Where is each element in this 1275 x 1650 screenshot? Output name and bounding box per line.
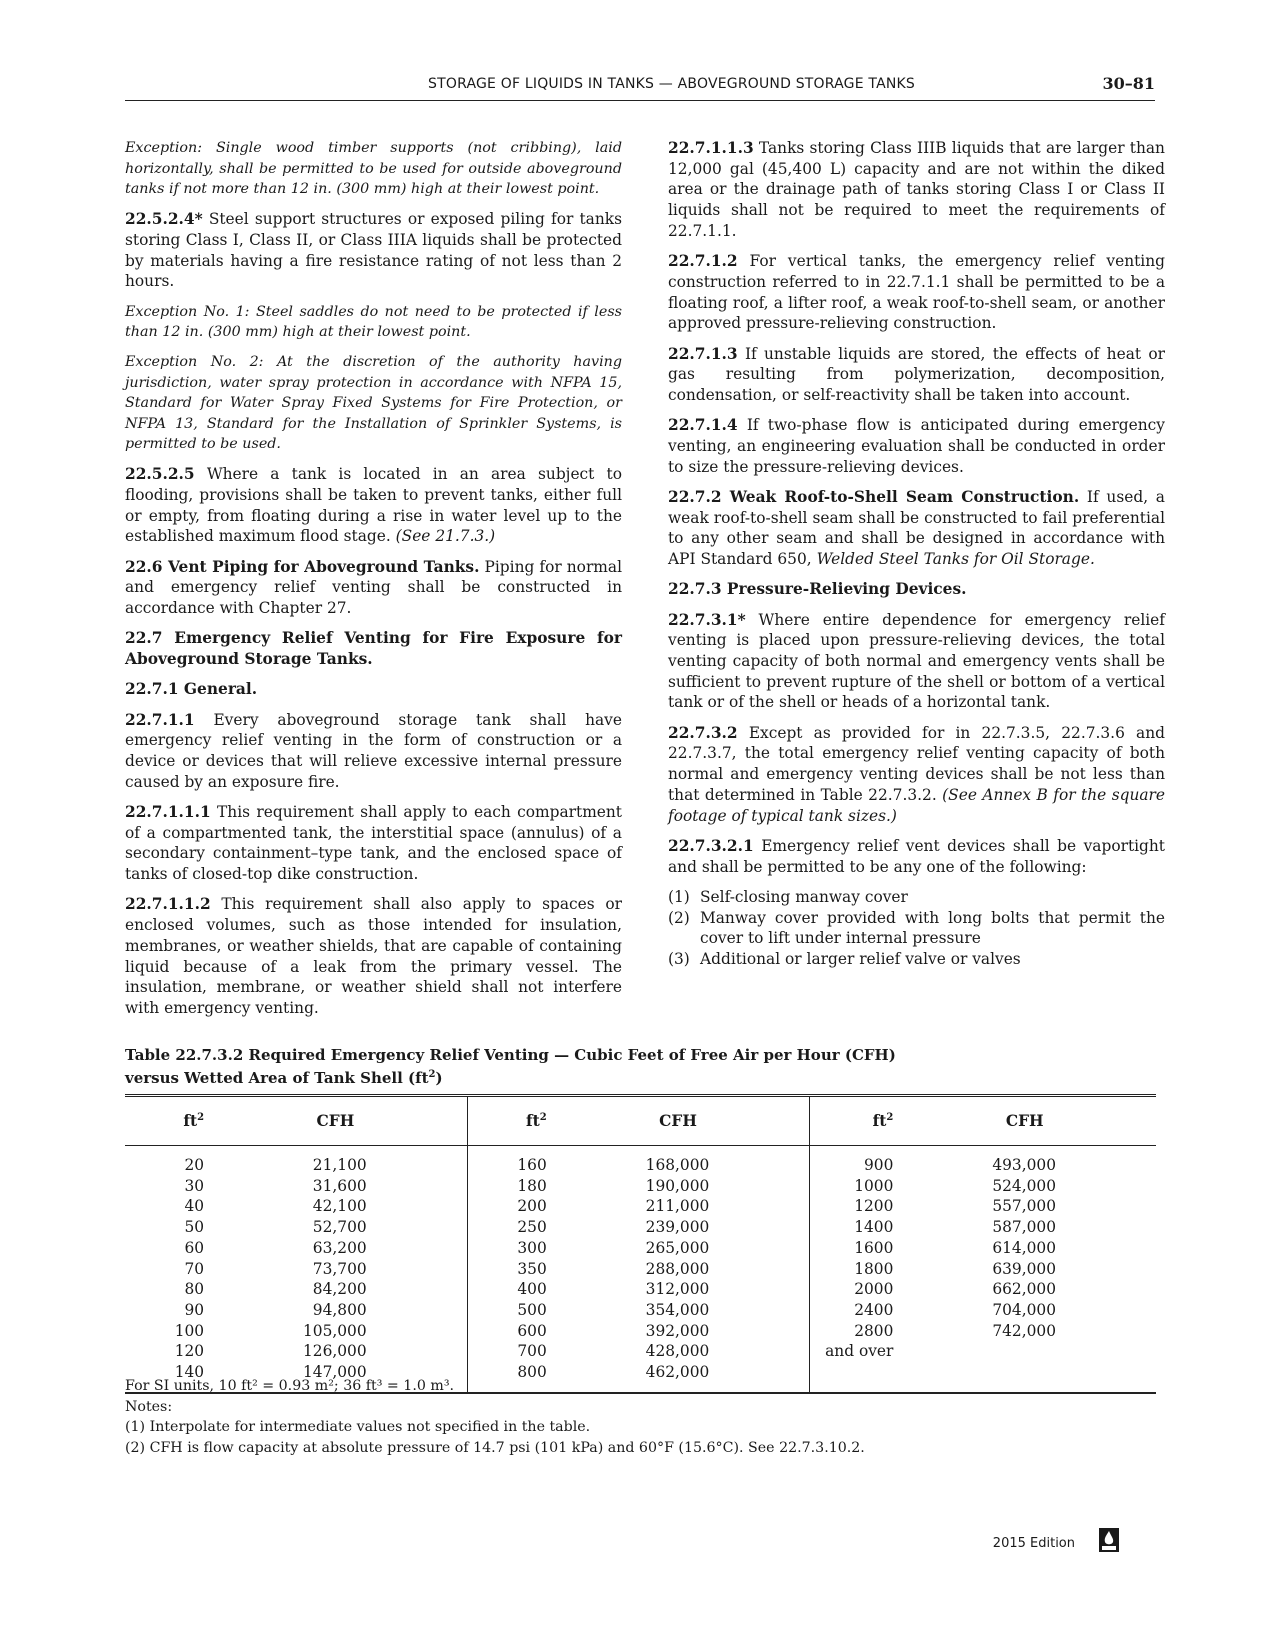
exception-no-2: Exception No. 2: At the discretion of the authority having jurisdiction, water spray protection in accordance with NFPA 15, Standard for Water Spray Fixed Systems for Fire Protection, or NFPA 13, Standard for the Installation of Sprinkler Systems, is permitted to be used. xyxy=(125,354,622,453)
section-22-7-1-4 xyxy=(668,415,1165,477)
cell-cfh: 52,700 xyxy=(204,1217,467,1238)
cell-cfh: 168,000 xyxy=(547,1146,810,1176)
list-text: Additional or larger relief valve or valves xyxy=(700,949,1021,968)
cell-cfh: 524,000 xyxy=(992,1176,1056,1195)
cell-area: 1200 xyxy=(854,1197,894,1216)
annex-reference: (See Annex B for the square footage of typical tank sizes.) xyxy=(668,785,1165,825)
cell-cfh: 462,000 xyxy=(547,1362,810,1393)
cell-area: 140 xyxy=(174,1363,205,1382)
cell-area: 1600 xyxy=(854,1238,894,1257)
left-column xyxy=(125,138,622,1028)
col-header-cfh: CFH xyxy=(547,1096,810,1146)
note-2: (2) CFH is flow capacity at absolute pressure of 14.7 psi (101 kPa) and 60°F (15.6°C). See 22.7.3.10.2. xyxy=(125,1439,865,1456)
cell-area: 30 xyxy=(184,1176,205,1195)
cell-area: 250 xyxy=(517,1218,547,1237)
page-number: 30–81 xyxy=(1102,74,1155,93)
list-text: Self-closing manway cover xyxy=(700,887,908,906)
section-22-6 xyxy=(125,557,622,619)
col-header-cfh: CFH xyxy=(204,1096,467,1146)
list-number: (1) xyxy=(668,887,690,906)
section-heading: 22.7.2 Weak Roof-to-Shell Seam Construction. xyxy=(668,487,1080,506)
cell-area: 300 xyxy=(517,1238,547,1257)
section-22-7-1 xyxy=(125,679,622,700)
list-item xyxy=(668,908,1165,949)
table-row xyxy=(125,1176,1156,1197)
table-notes xyxy=(125,1376,865,1458)
venting-table xyxy=(125,1094,1156,1394)
cell-cfh: 265,000 xyxy=(547,1238,810,1259)
section-heading: 22.7 Emergency Relief Venting for Fire Exposure for Aboveground Storage Tanks. xyxy=(125,629,622,668)
table-row xyxy=(125,1259,1156,1280)
cell-cfh: 704,000 xyxy=(992,1300,1056,1319)
cell-area: 100 xyxy=(174,1321,205,1340)
cell-area: 40 xyxy=(184,1197,205,1216)
page-header xyxy=(125,72,1155,101)
section-heading: 22.7.3 Pressure-Relieving Devices. xyxy=(668,580,967,599)
cell-cfh: 73,700 xyxy=(204,1259,467,1280)
cell-cfh: 587,000 xyxy=(992,1218,1056,1237)
section-22-7-3-1 xyxy=(668,610,1165,714)
section-text: This requirement shall also apply to spaces or enclosed volumes, such as those intended for insulation, membranes, or weather shields, that are capable of containing liquid because of a leak from the primary vessel. The insulation, membrane, or weather shield shall not interfere with emergency venting. xyxy=(125,895,622,1017)
section-text: Emergency relief vent devices shall be vaportight and shall be permitted to be any one of the following: xyxy=(668,836,1165,876)
col-header-ft: $ft^2$ xyxy=(183,1112,205,1130)
caption-sup: 2 xyxy=(428,1069,436,1080)
cell-area: 180 xyxy=(517,1176,547,1195)
cell-cfh: 190,000 xyxy=(547,1176,810,1197)
table-row xyxy=(125,1341,1156,1362)
section-22-7-3-2-1 xyxy=(668,836,1165,877)
cell-cfh: 614,000 xyxy=(992,1238,1056,1257)
cell-cfh: 392,000 xyxy=(547,1321,810,1342)
section-text: If two-phase flow is anticipated during emergency venting, an engineering evaluation shall be conducted in order to size the pressure-relieving devices. xyxy=(668,416,1165,476)
table-header-row xyxy=(125,1096,1156,1146)
edition-label: 2015 Edition xyxy=(992,1536,1075,1551)
caption-end: ) xyxy=(435,1069,443,1087)
cell-area: 900 xyxy=(863,1156,894,1174)
cell-cfh: 94,800 xyxy=(204,1300,467,1321)
list-number: (3) xyxy=(668,949,690,968)
device-list xyxy=(668,887,1165,970)
section-text: Where entire dependence for emergency relief venting is placed upon pressure-relieving devices, the total venting capacity of both normal and emergency vents shall be sufficient to prevent rupture of the shell or bottom of a vertical tank or of the shell or heads of a horizontal tank. xyxy=(668,610,1165,712)
section-number: 22.7.1.1 xyxy=(125,710,195,729)
table-row xyxy=(125,1238,1156,1259)
cell-cfh: 428,000 xyxy=(547,1341,810,1362)
note-1: (1) Interpolate for intermediate values not specified in the table. xyxy=(125,1419,591,1435)
section-text: Steel support structures or exposed piling for tanks storing Class I, Class II, or Class IIIA liquids shall be protected by materials having a fire resistance rating of not less than 2 hours. xyxy=(125,210,622,291)
section-number: 22.7.1.3 xyxy=(668,344,738,363)
notes-label: Notes: xyxy=(125,1398,173,1415)
cell-area: 800 xyxy=(517,1363,547,1382)
list-text: Manway cover provided with long bolts that permit the cover to lift under internal pressure xyxy=(700,908,1165,948)
caption-line-2 xyxy=(125,1065,925,1088)
cell-area: 2800 xyxy=(854,1321,894,1340)
col-header-ft: $ft^2$ xyxy=(526,1112,547,1130)
section-text: For vertical tanks, the emergency relief venting construction referred to in 22.7.1.1 shall be permitted to be a floating roof, a lifter roof, a weak roof-to-shell seam, or another approved pressure-relieving construction. xyxy=(668,252,1165,333)
cell-area: 700 xyxy=(517,1342,547,1361)
cell-cfh: 312,000 xyxy=(547,1279,810,1300)
si-units-note: For SI units, 10 ft² = 0.93 m²; 36 ft³ = 1.0 m³. xyxy=(125,1378,455,1394)
cell-area: 600 xyxy=(517,1321,547,1340)
section-heading: 22.7.1 General. xyxy=(125,680,258,699)
section-text: Every aboveground storage tank shall have emergency relief venting in the form of construction or a device or devices that will relieve excessive internal pressure caused by an exposure fire. xyxy=(125,710,622,791)
standard-title: Welded Steel Tanks for Oil Storage. xyxy=(816,550,1095,569)
table-row xyxy=(125,1196,1156,1217)
table-row xyxy=(125,1279,1156,1300)
cell-area: 120 xyxy=(174,1342,205,1361)
cell-cfh: 354,000 xyxy=(547,1300,810,1321)
list-number: (2) xyxy=(668,908,690,927)
cell-cfh: 493,000 xyxy=(992,1156,1056,1174)
cell-cfh: 42,100 xyxy=(204,1196,467,1217)
exception-timber: Exception: Single wood timber supports (not cribbing), laid horizontally, shall be permitted to be used for outside aboveground tanks if not more than 12 in. (300 mm) high at their lowest point. xyxy=(125,140,622,197)
list-item xyxy=(668,949,1165,970)
cross-reference: (See 21.7.3.) xyxy=(395,527,496,546)
section-text: This requirement shall apply to each compartment of a compartmented tank, the interstitial space (annulus) of a secondary containment–type tank, and the enclosed space of tanks of closed-top dike construction. xyxy=(125,803,622,884)
cell-cfh: 63,200 xyxy=(204,1238,467,1259)
section-text: Except as provided for in 22.7.3.5, 22.7.3.6 and 22.7.3.7, the total emergency relief venting capacity of both normal and emergency venting devices shall be not less than that determined in Table 22.7.3.2. xyxy=(668,723,1165,804)
table-row xyxy=(125,1217,1156,1238)
cell-cfh: 557,000 xyxy=(992,1197,1056,1216)
section-number: 22.7.1.1.1 xyxy=(125,803,211,821)
table-row xyxy=(125,1146,1156,1176)
right-column xyxy=(668,138,1165,970)
section-number: 22.7.1.1.3 xyxy=(668,139,754,157)
cell-area: 160 xyxy=(517,1156,547,1174)
section-text: Tanks storing Class IIIB liquids that are larger than 12,000 gal (45,400 L) capacity and are not within the diked area or the drainage path of tanks storing Class I or Class II liquids shall not be required to meet the requirements of 22.7.1.1. xyxy=(668,139,1165,240)
cell-area: 60 xyxy=(184,1238,205,1257)
cell-area: 500 xyxy=(517,1300,547,1319)
exception-no-1: Exception No. 1: Steel saddles do not need to be protected if less than 12 in. (300 mm) high at their lowest point. xyxy=(125,303,622,340)
col-header-cfh: CFH xyxy=(1005,1112,1044,1130)
section-text: Where a tank is located in an area subject to flooding, provisions shall be taken to prevent tanks, either full or empty, from floating during a rise in water level up to the established maximum flood stage. xyxy=(125,465,622,546)
section-22-7-1-3 xyxy=(668,344,1165,406)
section-22-7-1-1-3 xyxy=(668,138,1165,242)
section-text: If unstable liquids are stored, the effects of heat or gas resulting from polymerization, decomposition, condensation, or self-reactivity shall be taken into account. xyxy=(668,344,1165,404)
section-22-7-1-1-1 xyxy=(125,802,622,885)
cell-cfh: 211,000 xyxy=(547,1196,810,1217)
cell-area: 400 xyxy=(517,1280,547,1299)
cell-area: 350 xyxy=(517,1259,547,1278)
section-22-7-1-1 xyxy=(125,710,622,793)
cell-area: and over xyxy=(825,1342,894,1361)
running-title: STORAGE OF LIQUIDS IN TANKS — ABOVEGROUND STORAGE TANKS xyxy=(428,76,915,92)
caption-line-1: Table 22.7.3.2 Required Emergency Relief Venting — Cubic Feet of Free Air per Hour (CFH) xyxy=(125,1046,896,1064)
section-number: 22.7.1.2 xyxy=(668,252,738,271)
section-22-7-1-2 xyxy=(668,251,1165,334)
cell-cfh: 239,000 xyxy=(547,1217,810,1238)
section-22-7-3 xyxy=(668,579,1165,600)
section-text: If used, a weak roof-to-shell seam shall be constructed to fail preferential to any other seam and shall be designed in accordance with API Standard 650, xyxy=(668,487,1165,569)
cell-area: 1000 xyxy=(854,1176,894,1195)
cell-area: 2000 xyxy=(854,1280,894,1299)
cell-area: 50 xyxy=(184,1218,205,1237)
cell-cfh: 21,100 xyxy=(204,1146,467,1176)
nfpa-logo-icon xyxy=(1098,1527,1120,1553)
section-22-5-2-5 xyxy=(125,464,622,547)
table-row xyxy=(125,1300,1156,1321)
section-22-7 xyxy=(125,628,622,669)
section-22-5-2-4 xyxy=(125,209,622,292)
cell-area: 20 xyxy=(184,1156,205,1174)
section-heading: 22.6 Vent Piping for Aboveground Tanks. xyxy=(125,557,480,576)
section-number: 22.7.3.2 xyxy=(668,723,738,742)
cell-area: 1800 xyxy=(854,1259,894,1278)
section-22-7-1-1-2 xyxy=(125,894,622,1018)
cell-area: 70 xyxy=(184,1259,205,1278)
section-number: 22.7.1.4 xyxy=(668,416,738,435)
table-caption xyxy=(125,1045,925,1088)
caption-text: versus Wetted Area of Tank Shell (ft xyxy=(125,1069,429,1087)
table-body xyxy=(125,1146,1156,1393)
cell-cfh: 742,000 xyxy=(992,1321,1056,1340)
section-number: 22.5.2.5 xyxy=(125,465,195,484)
cell-cfh: 84,200 xyxy=(204,1279,467,1300)
cell-cfh xyxy=(893,1362,1156,1393)
cell-cfh: 662,000 xyxy=(992,1280,1056,1299)
section-22-7-2 xyxy=(668,487,1165,570)
cell-cfh: 126,000 xyxy=(204,1341,467,1362)
cell-area: 200 xyxy=(517,1197,547,1216)
list-item xyxy=(668,887,1165,908)
section-number: 22.7.3.2.1 xyxy=(668,836,754,855)
cell-area: 90 xyxy=(184,1300,205,1319)
cell-area: 80 xyxy=(184,1280,205,1299)
section-text: Piping for normal and emergency relief venting shall be constructed in accordance with Chapter 27. xyxy=(125,557,622,617)
section-22-7-3-2 xyxy=(668,723,1165,827)
table-row xyxy=(125,1321,1156,1342)
cell-cfh: 147,000 xyxy=(204,1362,467,1393)
cell-area: 1400 xyxy=(854,1218,894,1237)
section-number: 22.5.2.4* xyxy=(125,210,203,229)
cell-cfh: 639,000 xyxy=(992,1259,1056,1278)
cell-cfh: 288,000 xyxy=(547,1259,810,1280)
col-header-ft: $ft^2$ xyxy=(872,1112,894,1130)
cell-cfh: 31,600 xyxy=(204,1176,467,1197)
section-number: 22.7.3.1* xyxy=(668,610,746,629)
cell-area: 2400 xyxy=(854,1300,894,1319)
section-number: 22.7.1.1.2 xyxy=(125,895,211,914)
cell-cfh xyxy=(893,1341,1156,1362)
cell-cfh: 105,000 xyxy=(204,1321,467,1342)
